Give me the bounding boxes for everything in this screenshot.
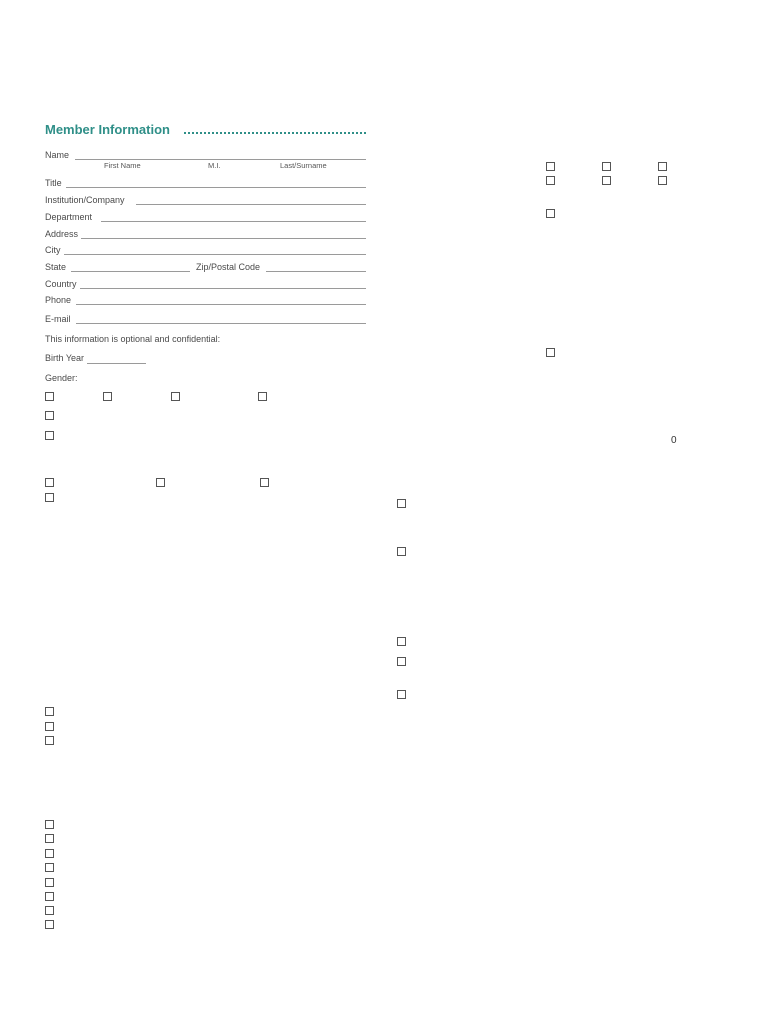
checkbox[interactable] (258, 392, 267, 401)
checkbox[interactable] (45, 820, 54, 829)
checkbox[interactable] (45, 493, 54, 502)
checkbox[interactable] (45, 906, 54, 915)
checkbox[interactable] (546, 209, 555, 218)
last-name-caption: Last/Surname (280, 161, 327, 170)
checkbox[interactable] (397, 637, 406, 646)
checkbox[interactable] (658, 162, 667, 171)
checkbox[interactable] (546, 162, 555, 171)
birth-year-label: Birth Year (45, 353, 85, 363)
checkbox[interactable] (260, 478, 269, 487)
email-field[interactable] (76, 323, 366, 324)
gender-label: Gender: (45, 373, 78, 383)
checkbox[interactable] (45, 834, 54, 843)
middle-initial-caption: M.I. (208, 161, 221, 170)
country-label: Country (45, 279, 77, 289)
checkbox[interactable] (397, 690, 406, 699)
checkbox[interactable] (45, 736, 54, 745)
checkbox[interactable] (658, 176, 667, 185)
zip-field[interactable] (266, 271, 366, 272)
department-field[interactable] (101, 221, 366, 222)
checkbox[interactable] (602, 162, 611, 171)
checkbox[interactable] (45, 707, 54, 716)
checkbox[interactable] (546, 176, 555, 185)
city-field[interactable] (64, 254, 366, 255)
checkbox[interactable] (45, 920, 54, 929)
checkbox[interactable] (103, 392, 112, 401)
heading-dotted-rule (184, 132, 366, 134)
checkbox[interactable] (45, 863, 54, 872)
checkbox[interactable] (45, 849, 54, 858)
state-field[interactable] (71, 271, 190, 272)
checkbox[interactable] (546, 348, 555, 357)
checkbox[interactable] (397, 547, 406, 556)
checkbox[interactable] (156, 478, 165, 487)
checkbox[interactable] (397, 499, 406, 508)
checkbox[interactable] (45, 431, 54, 440)
checkbox[interactable] (45, 892, 54, 901)
address-field[interactable] (81, 238, 366, 239)
email-label: E-mail (45, 314, 71, 324)
institution-label: Institution/Company (45, 195, 125, 205)
phone-label: Phone (45, 295, 72, 305)
address-label: Address (45, 229, 79, 239)
checkbox[interactable] (171, 392, 180, 401)
birth-year-field[interactable] (87, 363, 146, 364)
name-field[interactable] (75, 159, 366, 160)
state-label: State (45, 262, 67, 272)
checkbox[interactable] (45, 878, 54, 887)
city-label: City (45, 245, 61, 255)
phone-field[interactable] (76, 304, 366, 305)
amount-value: 0 (671, 435, 677, 446)
zip-label: Zip/Postal Code (196, 262, 261, 272)
first-name-caption: First Name (104, 161, 141, 170)
title-label: Title (45, 178, 62, 188)
checkbox[interactable] (45, 392, 54, 401)
department-label: Department (45, 212, 93, 222)
title-field[interactable] (66, 187, 366, 188)
section-title-member-information: Member Information (45, 122, 170, 137)
checkbox[interactable] (45, 722, 54, 731)
checkbox[interactable] (397, 657, 406, 666)
checkbox[interactable] (45, 478, 54, 487)
country-field[interactable] (80, 288, 366, 289)
checkbox[interactable] (45, 411, 54, 420)
checkbox[interactable] (602, 176, 611, 185)
institution-field[interactable] (136, 204, 366, 205)
name-label: Name (45, 150, 70, 160)
optional-note: This information is optional and confidential: (45, 334, 221, 344)
